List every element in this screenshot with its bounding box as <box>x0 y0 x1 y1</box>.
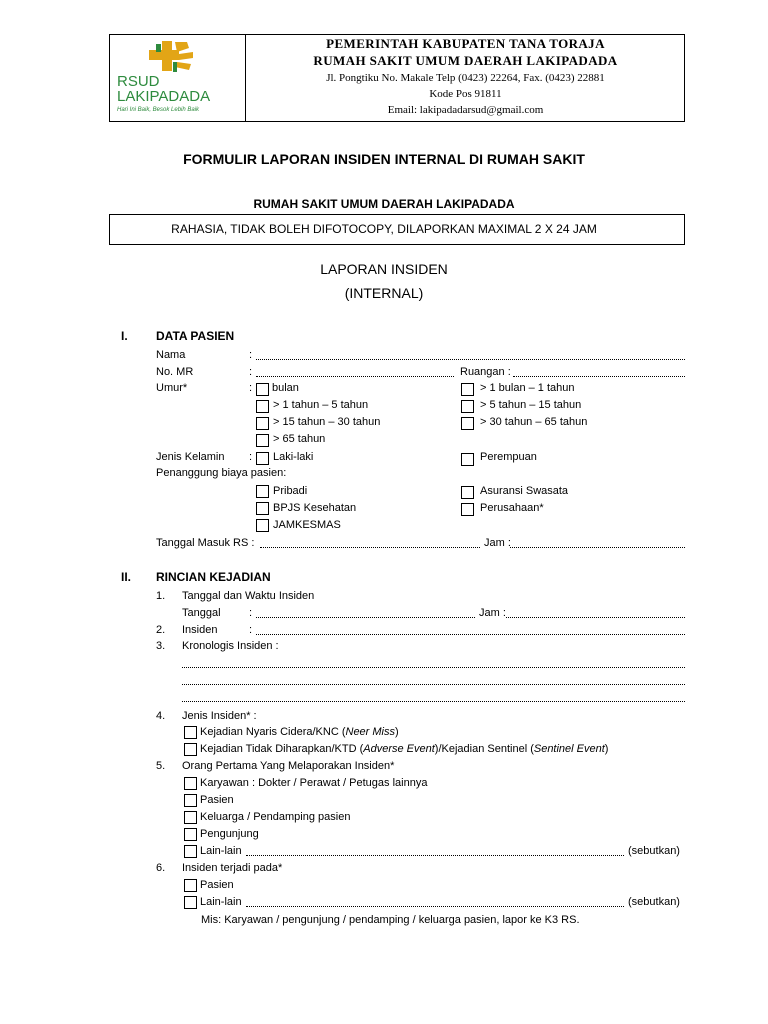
form-title: FORMULIR LAPORAN INSIDEN INTERNAL DI RUMAH SAKIT <box>183 151 585 167</box>
tgl-masuk-label: Tanggal Masuk RS : <box>156 537 255 549</box>
section1-num: I. <box>121 329 128 343</box>
age-option: > 65 tahun <box>273 433 326 445</box>
age-checkbox[interactable] <box>461 400 474 413</box>
lain-checkbox[interactable] <box>184 896 197 909</box>
payer-option: BPJS Kesehatan <box>273 502 357 514</box>
jenis-kelamin-label: Jenis Kelamin <box>156 451 225 463</box>
knc-label: Kejadian Nyaris Cidera/KNC (Neer Miss) <box>200 726 399 738</box>
payer-option: Asuransi Swasata <box>480 485 569 497</box>
report-subtitle: (INTERNAL) <box>344 285 424 301</box>
lain-label: Lain-lain <box>200 896 242 908</box>
reporter-option: Karyawan : Dokter / Perawat / Petugas lainnya <box>200 777 428 789</box>
payer-checkbox[interactable] <box>256 519 269 532</box>
lain-label: Lain-lain <box>200 845 242 857</box>
colon: : <box>249 349 253 361</box>
payer-checkbox[interactable] <box>461 503 474 516</box>
payer-option: Perusahaan* <box>480 502 544 514</box>
pasien-checkbox[interactable] <box>184 879 197 892</box>
age-option: > 1 bulan – 1 tahun <box>480 382 575 394</box>
reporter-checkbox[interactable] <box>184 828 197 841</box>
kronologis-line[interactable] <box>182 667 685 668</box>
nama-label: Nama <box>156 349 186 361</box>
payer-option: JAMKESMAS <box>273 519 341 531</box>
colon: : <box>249 624 253 636</box>
umur-label: Umur* <box>156 382 188 394</box>
sebutkan-label: (sebutkan) <box>628 896 680 908</box>
tanggal-field[interactable] <box>256 617 475 618</box>
item6-label: Insiden terjadi pada* <box>182 862 283 874</box>
lain-field[interactable] <box>246 906 624 907</box>
reporter-option: Pengunjung <box>200 828 259 840</box>
logo-tagline: Hari Ini Baik, Besok Lebih Baik <box>117 107 200 113</box>
lain-field[interactable] <box>246 855 624 856</box>
item3-label: Kronologis Insiden : <box>182 640 279 652</box>
jam-label: Jam : <box>479 607 506 619</box>
hospital-address: Jl. Pongtiku No. Makale Telp (0423) 22264, Fax. (0423) 22881 <box>326 72 605 84</box>
hospital-name: RUMAH SAKIT UMUM DAERAH LAKIPADADA <box>313 53 618 68</box>
jam-label: Jam : <box>484 537 511 549</box>
age-checkbox[interactable] <box>256 383 269 396</box>
colon: : <box>249 366 253 378</box>
reporter-option: Keluarga / Pendamping pasien <box>200 811 351 823</box>
payer-label: Penanggung biaya pasien: <box>156 467 287 479</box>
ruangan-label: Ruangan : <box>460 366 511 378</box>
item1-label: Tanggal dan Waktu Insiden <box>182 590 315 602</box>
sebutkan-label: (sebutkan) <box>628 845 680 857</box>
logo-panel <box>109 34 246 122</box>
form-subtitle: RUMAH SAKIT UMUM DAERAH LAKIPADADA <box>253 197 515 211</box>
item-num: 1. <box>156 590 166 602</box>
item-num: 4. <box>156 710 166 722</box>
knc-checkbox[interactable] <box>184 726 197 739</box>
tanggal-label: Tanggal <box>182 607 221 619</box>
kronologis-line[interactable] <box>182 684 685 685</box>
section2-num: II. <box>121 570 132 584</box>
item-num: 6. <box>156 862 166 874</box>
age-option: > 15 tahun – 30 tahun <box>273 416 381 428</box>
section1-title: DATA PASIEN <box>156 329 235 343</box>
logo-name-2: LAKIPADADA <box>117 88 211 105</box>
hospital-logo-icon <box>109 34 245 122</box>
logo-name: RSUD <box>117 73 160 90</box>
pasien-label: Pasien <box>200 879 234 891</box>
notice-text: RAHASIA, TIDAK BOLEH DIFOTOCOPY, DILAPORKAN MAXIMAL 2 X 24 JAM <box>171 222 597 236</box>
reporter-checkbox[interactable] <box>184 794 197 807</box>
section2-title: RINCIAN KEJADIAN <box>156 570 271 584</box>
age-checkbox[interactable] <box>256 417 269 430</box>
item-num: 5. <box>156 760 166 772</box>
age-checkbox[interactable] <box>461 417 474 430</box>
payer-checkbox[interactable] <box>461 486 474 499</box>
female-checkbox[interactable] <box>461 453 474 466</box>
ktd-checkbox[interactable] <box>184 743 197 756</box>
item-num: 2. <box>156 624 166 636</box>
tgl-masuk-field[interactable] <box>260 547 480 548</box>
male-checkbox[interactable] <box>256 452 269 465</box>
postcode: Kode Pos 91811 <box>429 88 502 100</box>
ruangan-field[interactable] <box>513 376 685 377</box>
reporter-option: Pasien <box>200 794 234 806</box>
nama-field[interactable] <box>256 359 685 360</box>
example-note: Mis: Karyawan / pengunjung / pendamping / keluarga pasien, lapor ke K3 RS. <box>201 914 580 926</box>
female-label: Perempuan <box>480 451 537 463</box>
reporter-checkbox[interactable] <box>184 811 197 824</box>
no-mr-field[interactable] <box>256 376 454 377</box>
payer-option: Pribadi <box>273 485 308 497</box>
item4-label: Jenis Insiden* : <box>182 710 257 722</box>
age-checkbox[interactable] <box>256 434 269 447</box>
insiden-field[interactable] <box>256 634 685 635</box>
item-num: 3. <box>156 640 166 652</box>
age-checkbox[interactable] <box>461 383 474 396</box>
colon: : <box>249 382 253 394</box>
age-option: > 5 tahun – 15 tahun <box>480 399 582 411</box>
report-title: LAPORAN INSIDEN <box>320 261 448 277</box>
male-label: Laki-laki <box>273 451 314 463</box>
age-option: bulan <box>272 382 299 394</box>
colon: : <box>249 607 253 619</box>
payer-checkbox[interactable] <box>256 485 269 498</box>
age-option: > 1 tahun – 5 tahun <box>273 399 369 411</box>
jam-field[interactable] <box>510 547 685 548</box>
reporter-checkbox[interactable] <box>184 845 197 858</box>
item5-label: Orang Pertama Yang Melaporakan Insiden* <box>182 760 395 772</box>
email: Email: lakipadadarsud@gmail.com <box>387 104 544 116</box>
no-mr-label: No. MR <box>156 366 194 378</box>
gov-name: PEMERINTAH KABUPATEN TANA TORAJA <box>326 36 605 51</box>
colon: : <box>249 451 253 463</box>
age-checkbox[interactable] <box>256 400 269 413</box>
payer-checkbox[interactable] <box>256 502 269 515</box>
jam-field[interactable] <box>506 617 685 618</box>
age-option: > 30 tahun – 65 tahun <box>480 416 588 428</box>
item2-label: Insiden <box>182 624 218 636</box>
reporter-checkbox[interactable] <box>184 777 197 790</box>
kronologis-line[interactable] <box>182 701 685 702</box>
ktd-label: Kejadian Tidak Diharapkan/KTD (Adverse Event)/Kejadian Sentinel (Sentinel Event) <box>200 743 609 755</box>
